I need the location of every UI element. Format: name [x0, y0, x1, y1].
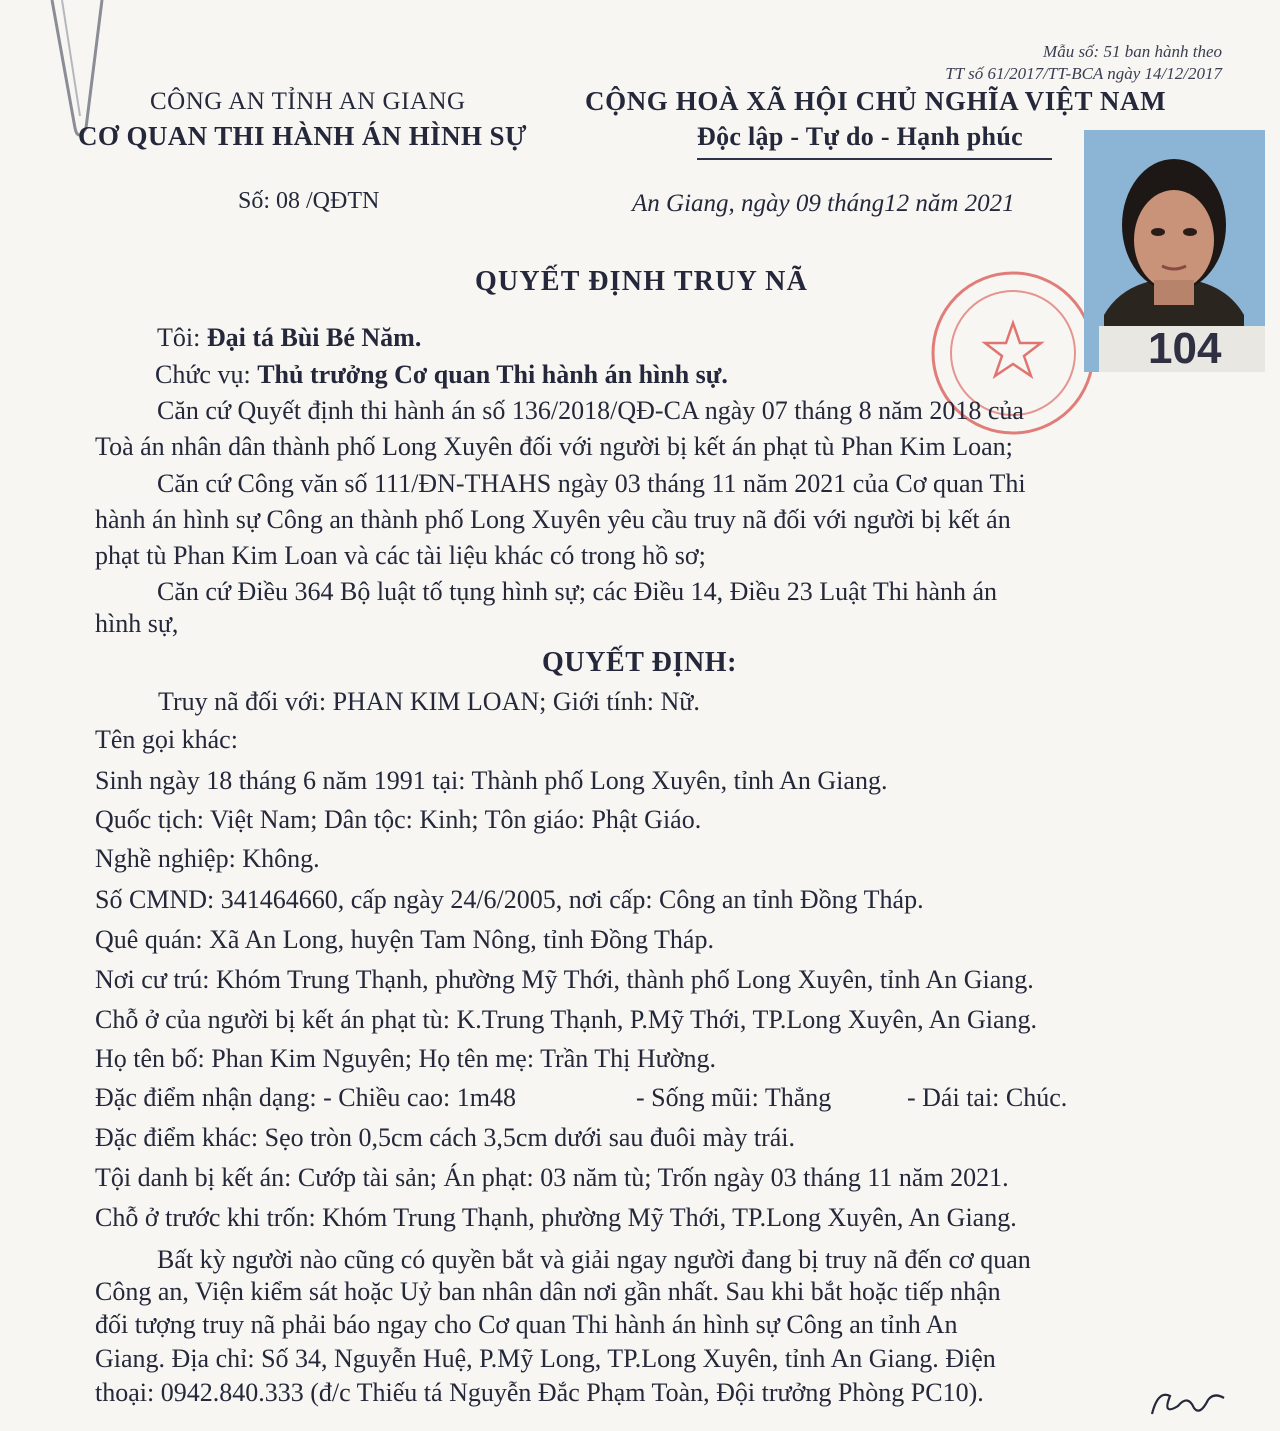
convict-address-info: Chỗ ở của người bị kết án phạt tù: K.Trung Thạnh, P.Mỹ Thới, TP.Long Xuyên, An Giang.: [95, 1005, 1037, 1034]
residence-info: Nơi cư trú: Khóm Trung Thạnh, phường Mỹ Thới, thành phố Long Xuyên, tỉnh An Giang.: [95, 965, 1034, 994]
national-title: CỘNG HOÀ XÃ HỘI CHỦ NGHĨA VIỆT NAM: [585, 86, 1167, 116]
occupation-info: Nghề nghiệp: Không.: [95, 844, 320, 873]
basis-line-7: hình sự,: [95, 609, 179, 638]
wanted-person: Truy nã đối với: PHAN KIM LOAN; Giới tính: Nữ.: [158, 687, 700, 716]
national-motto: Độc lập - Tự do - Hạnh phúc: [697, 122, 1023, 151]
basis-line-5: phạt tù Phan Kim Loan và các tài liệu khác có trong hồ sơ;: [95, 541, 706, 570]
notice-line-3: đối tượng truy nã phải báo ngay cho Cơ quan Thi hành án hình sự Công an tỉnh An: [95, 1310, 958, 1339]
motto-underline: [697, 158, 1052, 160]
position-label: Chức vụ:: [155, 360, 258, 389]
issuer-name: Đại tá Bùi Bé Năm.: [206, 323, 422, 352]
document-number: Số: 08 /QĐTN: [238, 188, 380, 214]
issuer-line: [157, 322, 421, 354]
position-line: [155, 359, 728, 391]
notice-line-5: thoại: 0942.840.333 (đ/c Thiếu tá Nguyễn Đắc Phạm Toàn, Đội trưởng Phòng PC10).: [95, 1378, 984, 1407]
agency-name: CƠ QUAN THI HÀNH ÁN HÌNH SỰ: [78, 121, 527, 151]
notice-line-1: Bất kỳ người nào cũng có quyền bắt và giải ngay người đang bị truy nã đến cơ quan: [157, 1245, 1031, 1274]
parents-info: Họ tên bố: Phan Kim Nguyên; Họ tên mẹ: Trần Thị Hường.: [95, 1044, 717, 1073]
birth-info: Sinh ngày 18 tháng 6 năm 1991 tại: Thành phố Long Xuyên, tỉnh An Giang.: [95, 766, 888, 795]
basis-line-4: hành án hình sự Công an thành phố Long Xuyên yêu cầu truy nã đối với người bị kết án: [95, 505, 1011, 534]
issuer-label: Tôi:: [157, 323, 207, 352]
features-height: Đặc điểm nhận dạng: - Chiều cao: 1m48: [95, 1083, 516, 1112]
crime-info: Tội danh bị kết án: Cướp tài sản; Án phạt: 03 năm tù; Trốn ngày 03 tháng 11 năm 2021.: [95, 1163, 1009, 1192]
photo-placard-number: 104: [1148, 324, 1222, 372]
form-note-line2: TT số 61/2017/TT-BCA ngày 14/12/2017: [945, 64, 1222, 83]
hometown-info: Quê quán: Xã An Long, huyện Tam Nông, tỉnh Đồng Tháp.: [95, 925, 714, 954]
issuer-position: Thủ trưởng Cơ quan Thi hành án hình sự.: [257, 360, 728, 389]
features-ear: - Dái tai: Chúc.: [907, 1083, 1068, 1112]
basis-line-2: Toà án nhân dân thành phố Long Xuyên đối với người bị kết án phạt tù Phan Kim Loan;: [95, 432, 1013, 461]
basis-line-6: Căn cứ Điều 364 Bộ luật tố tụng hình sự; các Điều 14, Điều 23 Luật Thi hành án: [157, 577, 998, 606]
document-title: QUYẾT ĐỊNH TRUY NÃ: [475, 266, 809, 297]
last-address-info: Chỗ ở trước khi trốn: Khóm Trung Thạnh, phường Mỹ Thới, TP.Long Xuyên, An Giang.: [95, 1203, 1017, 1232]
agency-parent: CÔNG AN TỈNH AN GIANG: [150, 88, 466, 115]
other-features: Đặc điểm khác: Sẹo tròn 0,5cm cách 3,5cm dưới sau đuôi mày trái.: [95, 1123, 796, 1152]
nationality-info: Quốc tịch: Việt Nam; Dân tộc: Kinh; Tôn giáo: Phật Giáo.: [95, 805, 702, 834]
form-note-line1: Mẫu số: 51 ban hành theo: [1043, 42, 1222, 61]
features-nose: - Sống mũi: Thẳng: [636, 1083, 832, 1112]
basis-line-3: Căn cứ Công văn số 111/ĐN-THAHS ngày 03 tháng 11 năm 2021 của Cơ quan Thi: [157, 469, 1026, 498]
basis-line-1: Căn cứ Quyết định thi hành án số 136/2018/QĐ-CA ngày 07 tháng 8 năm 2018 của: [157, 396, 1024, 425]
decision-heading: QUYẾT ĐỊNH:: [542, 647, 738, 678]
notice-line-2: Công an, Viện kiểm sát hoặc Uỷ ban nhân dân nơi gần nhất. Sau khi bắt hoặc tiếp nhận: [95, 1277, 1001, 1306]
signature-initials-icon: [1148, 1386, 1228, 1422]
alias: Tên gọi khác:: [95, 725, 238, 754]
issue-date: An Giang, ngày 09 tháng12 năm 2021: [632, 190, 1015, 217]
id-card-info: Số CMND: 341464660, cấp ngày 24/6/2005, nơi cấp: Công an tỉnh Đồng Tháp.: [95, 885, 924, 914]
notice-line-4: Giang. Địa chỉ: Số 34, Nguyễn Huệ, P.Mỹ Long, TP.Long Xuyên, tỉnh An Giang. Điện: [95, 1344, 996, 1373]
suspect-photo: [1084, 130, 1265, 372]
